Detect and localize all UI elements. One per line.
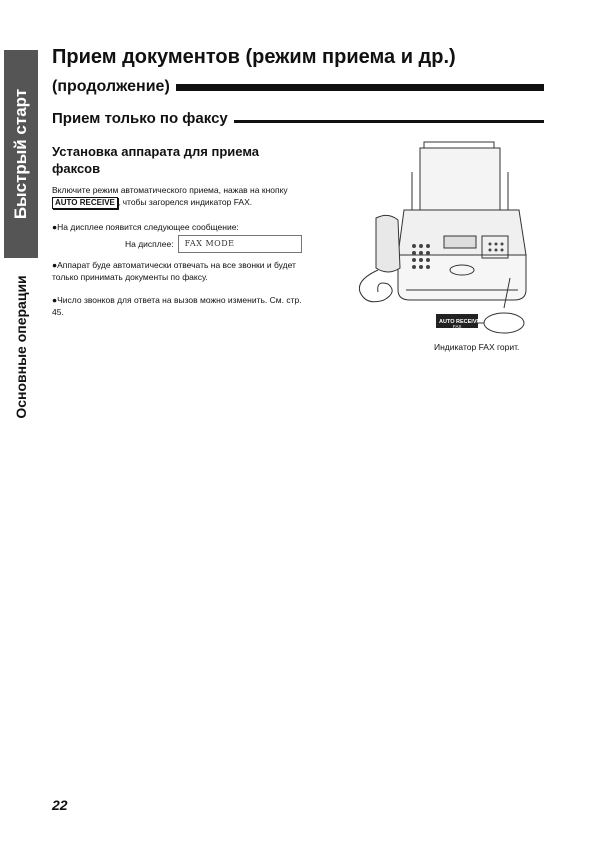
continued-row (52, 76, 544, 98)
display-note: ●На дисплее появится следующее сообщение: (52, 222, 239, 232)
sidebar-section-label (4, 262, 38, 432)
panel-key-label: AUTO RECEIVE (439, 319, 481, 325)
fax-machine-illustration (354, 140, 544, 340)
sidebar-tab-label: Быстрый старт (11, 88, 30, 220)
continued-label: (продолжение) (52, 78, 170, 95)
lcd-display: FAX MODE (178, 235, 302, 253)
page-title: Прием документов (режим приема и др.) (52, 46, 456, 68)
heading-rule (176, 84, 544, 91)
bullet-auto-answer: ●Аппарат буде автоматически отвечать на все звонки и будет только принимать документы по факсу. (52, 260, 296, 282)
bullet-ring-count: ●Число звонков для ответа на вызов можно изменить. См. стр. 45. (52, 295, 302, 317)
section-title: Прием только по факсу (52, 109, 228, 127)
setup-heading: Установка аппарата для приема факсов (52, 144, 259, 176)
section-rule (234, 120, 544, 123)
fax-indicator-highlight (484, 313, 524, 333)
section-heading-row (52, 107, 544, 129)
fax-indicator-caption: Индикатор FAX горит. (434, 342, 520, 352)
page-number: 22 (52, 797, 68, 813)
display-label: На дисплее: (125, 239, 174, 249)
sidebar-section-text: Основные операции (13, 275, 29, 419)
display-example (125, 235, 302, 253)
sidebar-tab-quick-start (4, 50, 38, 258)
auto-receive-key: AUTO RECEIVE (52, 197, 118, 209)
panel-indicator-label: FAX (453, 324, 462, 329)
instruction-text-end: , чтобы загорелся индикатор FAX. (117, 197, 253, 207)
instruction-text-start: Включите режим автоматического приема, нажав на кнопку (52, 185, 288, 195)
setup-instruction (52, 184, 307, 209)
